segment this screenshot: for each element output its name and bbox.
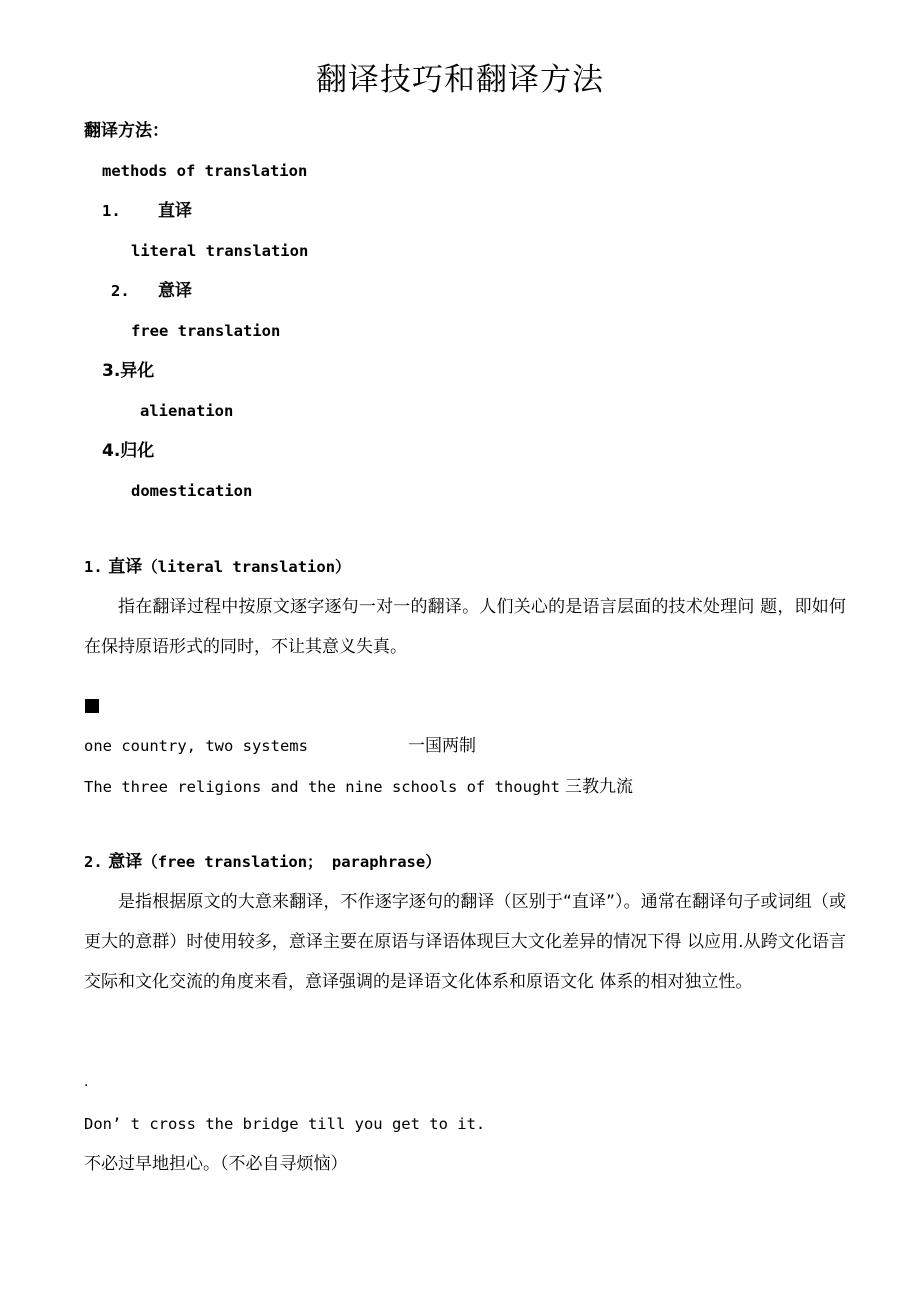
stray-dot: . bbox=[84, 1074, 89, 1090]
bullet-square bbox=[85, 699, 99, 713]
method-1-number: 1. bbox=[102, 202, 121, 220]
method-1-zh: 直译 bbox=[158, 201, 192, 221]
section1-heading-zh: 直译 bbox=[108, 557, 143, 577]
section1-heading bbox=[84, 556, 351, 578]
example-2-en: The three religions and the nine schools of thought bbox=[84, 778, 560, 796]
section2-paragraph: 是指根据原文的大意来翻译，不作逐字逐句的翻译（区别于“直译”）。通常在翻译句子或词组（或更大的意群）时使用较多，意译主要在原语与译语体现巨大文化差异的情况下得 以应用.从跨文化语言交际和文化交流的角度来看，意译强调的是译语文化体系和原语文化 体系的相对独立性。 bbox=[84, 892, 846, 992]
section2-heading-zh: 意译 bbox=[108, 852, 143, 872]
method-2-en: free translation bbox=[131, 322, 281, 340]
section1-heading-num: 1. bbox=[84, 558, 103, 576]
example-2-zh: 三教九流 bbox=[565, 777, 633, 797]
example-1-zh: 一国两制 bbox=[408, 736, 476, 756]
methods-heading-en: methods of translation bbox=[102, 162, 308, 180]
method-1-en: literal translation bbox=[131, 242, 309, 260]
method-3-label: 3.异化 bbox=[102, 361, 155, 381]
method-4-en: domestication bbox=[131, 482, 253, 500]
method-2-zh: 意译 bbox=[158, 281, 192, 301]
method-2-number: 2. bbox=[111, 282, 130, 300]
section2-heading bbox=[84, 851, 441, 873]
page-title: 翻译技巧和翻译方法 bbox=[316, 62, 604, 98]
methods-heading: 翻译方法： bbox=[84, 121, 169, 141]
method-3-en: alienation bbox=[140, 402, 234, 420]
section2-heading-en: （free translation； paraphrase） bbox=[142, 853, 441, 871]
section1-heading-en: （literal translation） bbox=[142, 558, 351, 576]
method-4-label: 4.归化 bbox=[102, 441, 155, 461]
section1-paragraph: 指在翻译过程中按原文逐字逐句一对一的翻译。人们关心的是语言层面的技术处理问 题，即如何在保持原语形式的同时，不让其意义失真。 bbox=[84, 597, 846, 657]
example-1-en: one country, two systems bbox=[84, 737, 308, 755]
example-3-en: Don’ t cross the bridge till you get to it. bbox=[84, 1115, 486, 1133]
section2-heading-num: 2. bbox=[84, 853, 103, 871]
example-3-zh: 不必过早地担心。（不必自寻烦恼） bbox=[84, 1154, 348, 1174]
